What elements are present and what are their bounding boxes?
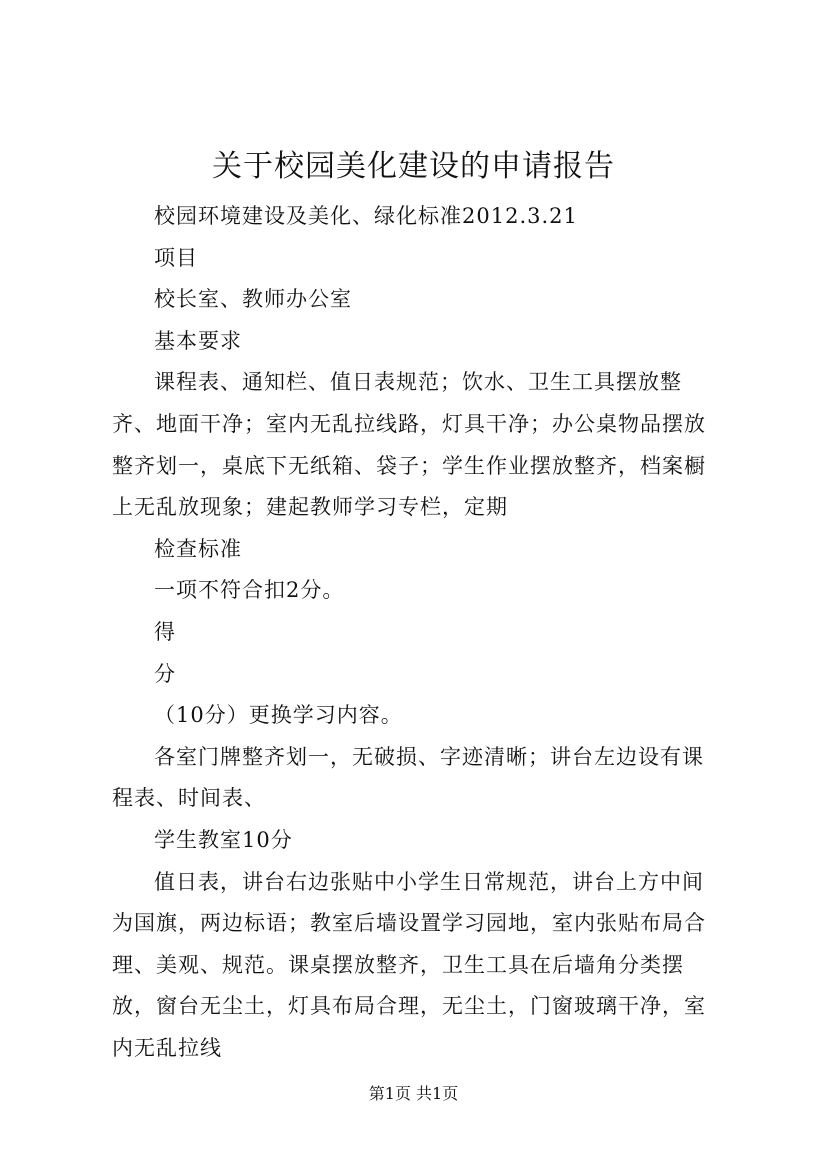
paragraph-update-content: （10分）更换学习内容。: [154, 703, 403, 728]
paragraph-basic-requirements: 基本要求: [154, 328, 242, 353]
paragraph-office: 校长室、教师办公室: [154, 287, 352, 312]
document-body: [112, 196, 724, 1069]
page-footer: 第1页 共1页: [368, 1084, 459, 1103]
paragraph-deduction: 一项不符合扣2分。: [154, 578, 345, 603]
paragraph-classroom-requirements: 值日表，讲台右边张贴中小学生日常规范，讲台上方中间为国旗，两边标语；教室后墙设置学习园地，室内张贴布局合理、美观、规范。课桌摆放整齐，卫生工具在后墙角分类摆放，窗台无尘土，灯具布局合理，无尘土，门窗玻璃干净，室内无乱拉线: [112, 869, 706, 1060]
document-title: 关于校园美化建设的申请报告: [212, 149, 615, 184]
paragraph-doorplate: 各室门牌整齐划一，无破损、字迹清晰；讲台左边设有课程表、时间表、: [112, 744, 704, 811]
paragraph-project: 项目: [154, 245, 198, 270]
paragraph-student-classroom: 学生教室10分: [154, 827, 293, 852]
paragraph-score-label-1: 得: [154, 619, 176, 644]
paragraph-check-standard: 检查标准: [154, 536, 242, 561]
paragraph-standard-heading: 校园环境建设及美化、绿化标准2012.3.21: [154, 204, 578, 228]
paragraph-office-requirements: 课程表、通知栏、值日表规范；饮水、卫生工具摆放整齐、地面干净；室内无乱拉线路，灯具干净；办公桌物品摆放整齐划一，桌底下无纸箱、袋子；学生作业摆放整齐，档案橱上无乱放现象；建起教师学习专栏，定期: [112, 370, 706, 520]
paragraph-score-label-2: 分: [154, 661, 176, 686]
